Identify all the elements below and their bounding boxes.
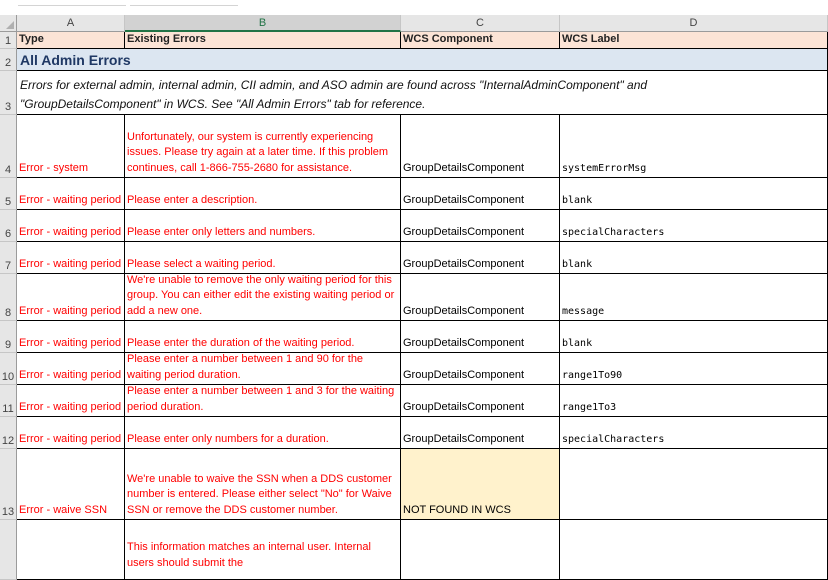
row-header[interactable]: 8: [0, 274, 17, 321]
row-header[interactable]: [0, 520, 17, 580]
column-header-c[interactable]: C: [401, 15, 560, 32]
cell-component[interactable]: GroupDetailsComponent: [401, 385, 560, 417]
cell-error[interactable]: Please enter a description.: [125, 178, 401, 210]
column-header-a[interactable]: A: [17, 15, 125, 32]
cell-label[interactable]: blank: [560, 242, 828, 274]
cell-error[interactable]: We're unable to remove the only waiting period for this group. You can either edit the existing waiting period or add a new one.: [125, 274, 401, 321]
row-header[interactable]: 11: [0, 385, 17, 417]
cell-label[interactable]: [560, 449, 828, 520]
cell-type[interactable]: Error - waiting period: [17, 321, 125, 353]
row-header[interactable]: 1: [0, 32, 17, 49]
sheet-tab-ghost: [18, 0, 126, 6]
cell-type[interactable]: Error - waiting period: [17, 242, 125, 274]
cell-component[interactable]: GroupDetailsComponent: [401, 417, 560, 449]
cell-type[interactable]: Error - waiting period: [17, 353, 125, 385]
cell-component[interactable]: GroupDetailsComponent: [401, 242, 560, 274]
cell-error[interactable]: Unfortunately, our system is currently experiencing issues. Please try again at a later time. If this problem continues, call 1-866-755-2680 for assistance.: [125, 115, 401, 178]
cell-type[interactable]: Error - waiting period: [17, 210, 125, 242]
cell-error[interactable]: Please enter the duration of the waiting period.: [125, 321, 401, 353]
note-line-1: Errors for external admin, internal admin, CII admin, and ASO admin are found across "InternalAdminComponent" and: [20, 78, 648, 92]
cell-error[interactable]: Please enter a number between 1 and 3 for the waiting period duration.: [125, 385, 401, 417]
cell-component[interactable]: GroupDetailsComponent: [401, 353, 560, 385]
select-all-triangle-icon: [6, 21, 14, 29]
select-all-corner[interactable]: [0, 15, 17, 32]
cell-label[interactable]: blank: [560, 321, 828, 353]
cell-label[interactable]: specialCharacters: [560, 210, 828, 242]
cell-error[interactable]: Please enter only numbers for a duration.: [125, 417, 401, 449]
cell-label[interactable]: range1To90: [560, 353, 828, 385]
column-header-b[interactable]: B: [125, 15, 401, 32]
sheet-tab-ghost: [130, 0, 238, 6]
section-title-all-admin-errors[interactable]: All Admin Errors: [17, 49, 828, 71]
column-header-d[interactable]: D: [560, 15, 828, 32]
cell-label[interactable]: specialCharacters: [560, 417, 828, 449]
cell-component[interactable]: GroupDetailsComponent: [401, 178, 560, 210]
row-header[interactable]: 7: [0, 242, 17, 274]
row-header[interactable]: 3: [0, 71, 17, 115]
row-header[interactable]: 5: [0, 178, 17, 210]
cell-component[interactable]: GroupDetailsComponent: [401, 274, 560, 321]
tab-strip: [0, 0, 828, 6]
row-header[interactable]: 4: [0, 115, 17, 178]
header-wcs-component[interactable]: WCS Component: [401, 32, 560, 49]
cell-type[interactable]: Error - waiting period: [17, 417, 125, 449]
cell-label[interactable]: message: [560, 274, 828, 321]
cell-component[interactable]: GroupDetailsComponent: [401, 210, 560, 242]
row-header[interactable]: 12: [0, 417, 17, 449]
cell-component[interactable]: GroupDetailsComponent: [401, 321, 560, 353]
note-cell[interactable]: [17, 71, 828, 115]
cell-type[interactable]: Error - waiting period: [17, 178, 125, 210]
cell-type[interactable]: Error - waive SSN: [17, 449, 125, 520]
cell-type[interactable]: [17, 520, 125, 580]
row-header[interactable]: 6: [0, 210, 17, 242]
cell-label[interactable]: systemErrorMsg: [560, 115, 828, 178]
cell-error[interactable]: Please enter only letters and numbers.: [125, 210, 401, 242]
cell-label[interactable]: blank: [560, 178, 828, 210]
cell-error[interactable]: Please select a waiting period.: [125, 242, 401, 274]
cell-error[interactable]: This information matches an internal user. Internal users should submit the: [125, 520, 401, 580]
cell-type[interactable]: Error - waiting period: [17, 274, 125, 321]
cell-type[interactable]: Error - waiting period: [17, 385, 125, 417]
header-wcs-label[interactable]: WCS Label: [560, 32, 828, 49]
cell-label[interactable]: range1To3: [560, 385, 828, 417]
cell-label[interactable]: [560, 520, 828, 580]
row-header[interactable]: 9: [0, 321, 17, 353]
row-header[interactable]: 13: [0, 449, 17, 520]
row-header[interactable]: 2: [0, 49, 17, 71]
cell-error[interactable]: Please enter a number between 1 and 90 for the waiting period duration.: [125, 353, 401, 385]
note-line-2: "GroupDetailsComponent" in WCS. See "All Admin Errors" tab for reference.: [20, 97, 426, 111]
cell-error[interactable]: We're unable to waive the SSN when a DDS customer number is entered. Please either select "No" for Waive SSN or remove the DDS customer number.: [125, 449, 401, 520]
header-existing-errors[interactable]: Existing Errors: [125, 32, 401, 49]
cell-component[interactable]: GroupDetailsComponent: [401, 115, 560, 178]
cell-component-not-found[interactable]: NOT FOUND IN WCS: [401, 449, 560, 520]
cell-component[interactable]: [401, 520, 560, 580]
cell-type[interactable]: Error - system: [17, 115, 125, 178]
header-type[interactable]: Type: [17, 32, 125, 49]
row-header[interactable]: 10: [0, 353, 17, 385]
